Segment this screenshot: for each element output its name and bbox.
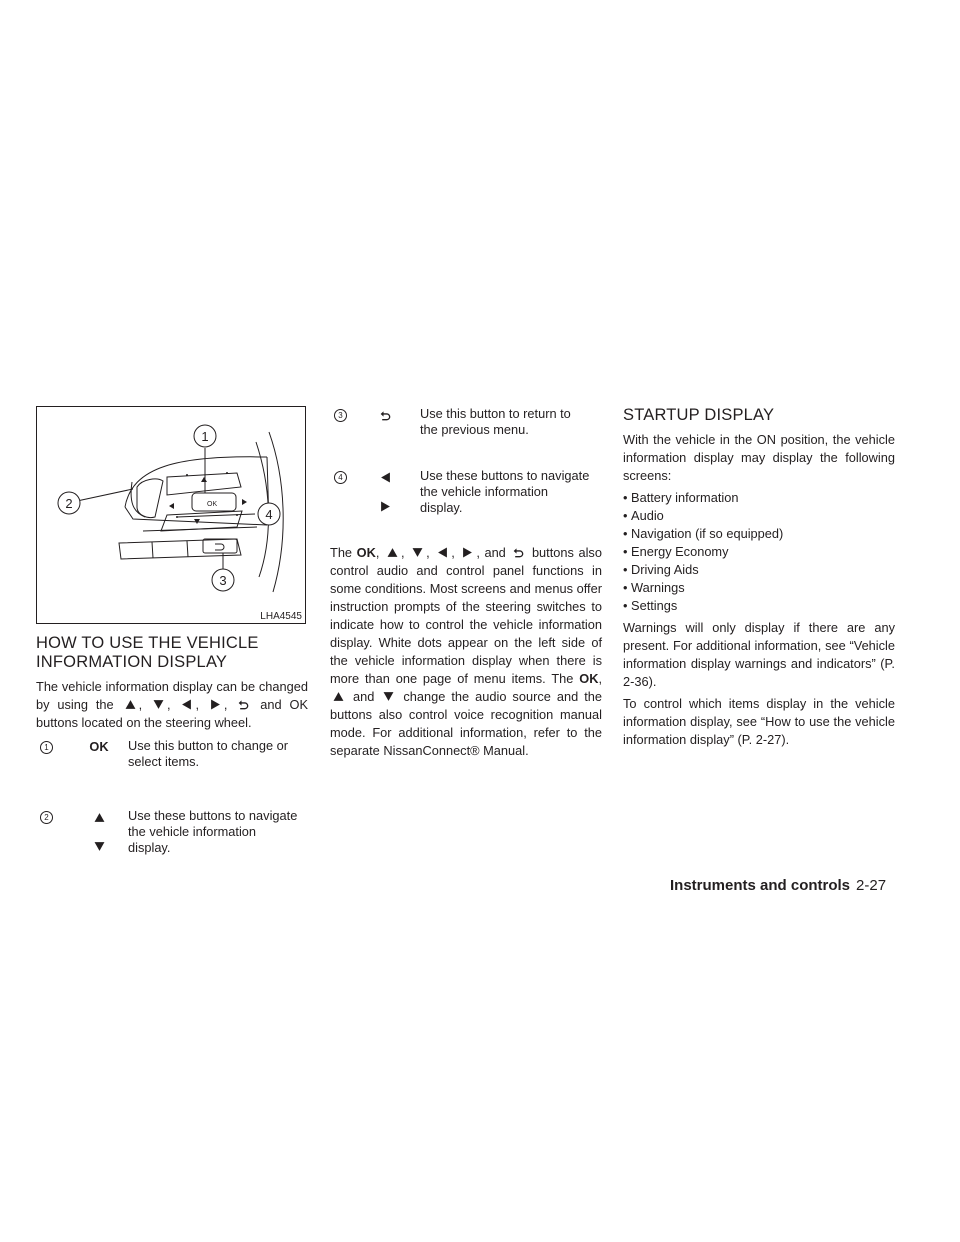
- item-description: Use these buttons to navigate the vehicle information display.: [420, 468, 590, 515]
- item-number: 1: [40, 741, 53, 754]
- list-item: • Battery information: [623, 489, 895, 507]
- footer-section-title: Instruments and controls: [670, 877, 851, 894]
- column-left: [36, 406, 308, 872]
- list-item-left-right: [330, 468, 602, 538]
- page-number: 2-27: [856, 877, 887, 894]
- callout-1: 1: [201, 429, 209, 444]
- list-item: • Settings: [623, 597, 895, 615]
- down-arrow-icon: [94, 841, 105, 852]
- up-arrow-icon: [94, 812, 105, 823]
- ok-label-in-drawing: OK: [207, 501, 218, 508]
- intro-text-post: and OK buttons located on the steering wheel.: [36, 697, 308, 730]
- section-heading-startup: STARTUP DISPLAY: [623, 406, 775, 424]
- item-key-up-down: [74, 808, 124, 852]
- left-arrow-icon: [437, 547, 448, 558]
- startup-screen-list: [623, 489, 895, 615]
- up-arrow-icon: [333, 691, 344, 702]
- ok-bold: OK: [579, 671, 599, 686]
- section-heading-how-to-use: HOW TO USE THE VEHICLE INFORMATION DISPLAY: [36, 634, 259, 671]
- down-arrow-icon: [383, 691, 394, 702]
- list-item: • Navigation (if so equipped): [623, 525, 895, 543]
- left-arrow-icon: [181, 699, 192, 710]
- item-key-back: [360, 406, 410, 421]
- intro-text-pre: The vehicle information display can be changed by using the: [36, 679, 308, 712]
- control-items-paragraph: To control which items display in the vehicle information display, see “How to use the vehicle information display” (P. 2-27).: [623, 696, 895, 747]
- list-item-back: [330, 406, 602, 462]
- column-middle: [330, 406, 602, 764]
- page-footer: [670, 877, 886, 894]
- item-description: Use this button to change or select items.: [128, 738, 289, 769]
- item-number: 3: [334, 409, 347, 422]
- startup-intro: With the vehicle in the ON position, the vehicle information display may display the following screens:: [623, 432, 895, 483]
- text-fragment: buttons also control audio and control panel functions in some conditions. Most screens and menus offer instruction prompts of the steering switches to indicate how to control the vehicle information display. White dots appear on the left side of the vehicle information display when there is more than one page of menu items. The: [330, 545, 602, 686]
- item-number: 4: [334, 471, 347, 484]
- list-item: • Audio: [623, 507, 895, 525]
- back-icon: [380, 410, 391, 421]
- text-fragment: change the audio source and the buttons also control voice recognition manual mode. For additional information, refer to the separate NissanConnect® Manual.: [330, 689, 602, 758]
- item-description: Use these buttons to navigate the vehicle information display.: [128, 808, 298, 855]
- steering-switch-illustration: [36, 406, 306, 624]
- item-key-ok: OK: [89, 739, 109, 754]
- down-arrow-icon: [412, 547, 423, 558]
- list-item: • Driving Aids: [623, 561, 895, 579]
- item-number: 2: [40, 811, 53, 824]
- back-icon: [513, 547, 524, 558]
- item-description: Use this button to return to the previous menu.: [420, 406, 571, 437]
- steering-switch-drawing: [37, 407, 305, 623]
- list-item: • Energy Economy: [623, 543, 895, 561]
- item-key-left-right: [360, 468, 410, 512]
- body-paragraph-controls: The OK, , , , , and buttons also control audio and control panel functions in some conditions. Most screens and menus offer instruction prompts of the steering switches to indicate how to control the vehicle information display. White dots appear on the left side of the vehicle information display when there is more than one page of menu items. The OK, and change the audio source and the buttons also control voice recognition manual mode. For additional information, refer to the separate NissanConnect® Manual.: [330, 545, 602, 758]
- right-arrow-icon: [210, 699, 221, 710]
- text-fragment: , and: [476, 545, 506, 560]
- left-arrow-icon: [380, 472, 391, 483]
- callout-4: 4: [265, 507, 273, 522]
- callout-2: 2: [65, 496, 73, 511]
- list-item: • Warnings: [623, 579, 895, 597]
- right-arrow-icon: [462, 547, 473, 558]
- down-arrow-icon: [153, 699, 164, 710]
- up-arrow-icon: [125, 699, 136, 710]
- callout-3: 3: [219, 573, 227, 588]
- list-item-up-down: [36, 808, 308, 872]
- warnings-paragraph: Warnings will only display if there are any present. For additional information, see “Vehicle information display warnings and indicators” (P. 2-36).: [623, 620, 895, 689]
- figure-code: LHA4545: [260, 611, 302, 622]
- intro-paragraph: The vehicle information display can be changed by using the , , , , and OK buttons located on the steering wheel.: [36, 679, 308, 730]
- column-right: [623, 406, 895, 753]
- up-arrow-icon: [387, 547, 398, 558]
- text-fragment: The: [330, 545, 353, 560]
- text-fragment: and: [353, 689, 375, 704]
- list-item-ok: [36, 738, 308, 802]
- right-arrow-icon: [380, 501, 391, 512]
- back-icon: [238, 699, 249, 710]
- ok-bold: OK: [356, 545, 376, 560]
